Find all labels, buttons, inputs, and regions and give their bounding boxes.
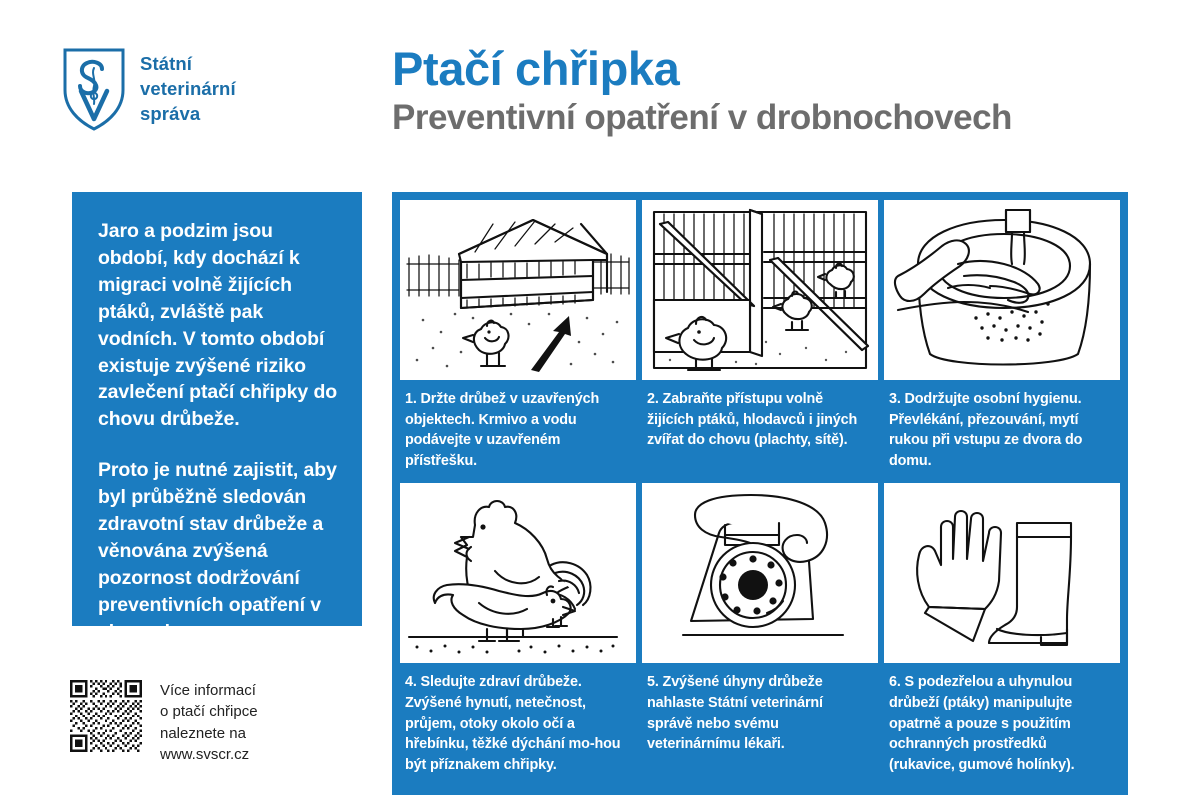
measure-caption-6: 6. S podezřelou a uhynulou drůbeží (ptáky) manipulujte opatrně a pouze s použitím ochranných prostředků (rukavice, gumové holínky). bbox=[889, 674, 1075, 773]
rooster-and-hen-icon bbox=[403, 489, 633, 657]
organization-name-line-1: Státní bbox=[140, 53, 192, 74]
measure-figure-6 bbox=[884, 483, 1120, 663]
footer-line-2: o ptačí chřipce bbox=[160, 703, 258, 721]
qr-code-icon[interactable] bbox=[70, 680, 142, 752]
handwashing-icon bbox=[888, 202, 1116, 378]
poster-footer bbox=[70, 680, 258, 765]
measure-card-1 bbox=[400, 200, 636, 483]
glove-and-boot-icon bbox=[889, 489, 1115, 657]
fenced-enclosure-icon bbox=[646, 202, 874, 378]
measure-card-4 bbox=[400, 483, 636, 787]
measure-figure-5 bbox=[642, 483, 878, 663]
organization-logo bbox=[62, 46, 236, 132]
measure-figure-1 bbox=[400, 200, 636, 380]
measure-caption-1: 1. Držte drůbež v uzavřených objektech. Krmivo a vodu podávejte v uzavřeném přístřešku. bbox=[405, 391, 600, 469]
footer-website-link[interactable]: www.svscr.cz bbox=[160, 745, 250, 763]
measures-grid bbox=[392, 192, 1128, 795]
measure-caption-3: 3. Dodržujte osobní hygienu. Převlékání, přezouvání, mytí rukou při vstupu ze dvora do domu. bbox=[889, 391, 1083, 469]
poster-header bbox=[0, 0, 1200, 180]
measure-caption-5: 5. Zvýšené úhyny drůbeže nahlaste Státní veterinární správě nebo svému veterinárnímu lékaři. bbox=[647, 674, 823, 753]
glove-shape bbox=[917, 511, 1001, 641]
measure-figure-4 bbox=[400, 483, 636, 663]
footer-line-1: Více informací bbox=[160, 682, 256, 699]
page-subtitle: Preventivní opatření v drobnochovech bbox=[392, 97, 1012, 137]
measure-caption-4: 4. Sledujte zdraví drůbeže. Zvýšené hynutí, netečnost, průjem, otoky okolo očí a hřebínku, těžké dýchání mo-hou být příznakem chřipky. bbox=[405, 674, 621, 773]
telephone-icon bbox=[647, 489, 873, 657]
measure-card-5 bbox=[642, 483, 878, 787]
organization-name-line-3: správa bbox=[140, 102, 201, 124]
poultry-house-icon bbox=[403, 202, 633, 378]
measure-card-6 bbox=[884, 483, 1120, 787]
intro-paragraph-2: Proto je nutné zajistit, aby byl průběžně sledován zdravotní stav drůbeže a věnována zvýšená pozornost dodržování preventivních opatření v chovech. bbox=[98, 459, 337, 643]
measure-figure-3 bbox=[884, 200, 1120, 380]
footer-info-text bbox=[160, 680, 258, 765]
measure-card-2 bbox=[642, 200, 878, 483]
measure-card-3 bbox=[884, 200, 1120, 483]
title-block bbox=[392, 44, 1152, 137]
measure-figure-2 bbox=[642, 200, 878, 380]
intro-panel bbox=[72, 192, 362, 643]
footer-line-3: naleznete na bbox=[160, 724, 246, 742]
measure-caption-2: 2. Zabraňte přístupu volně žijících ptáků, hlodavců i jiných zvířat do chovu (plachty, sítě). bbox=[647, 391, 858, 449]
shield-sv-snake-icon bbox=[62, 46, 126, 132]
organization-name bbox=[140, 46, 236, 127]
page-title: Ptačí chřipka bbox=[392, 42, 680, 95]
intro-paragraph-1: Jaro a podzim jsou období, kdy dochází k migraci volně žijících ptáků, zvláště pak vodních. V tomto období existuje zvýšené riziko zavlečení ptačí chřipky do chovu drůbeže. bbox=[98, 220, 338, 431]
organization-name-line-2: veterinární bbox=[140, 77, 236, 99]
